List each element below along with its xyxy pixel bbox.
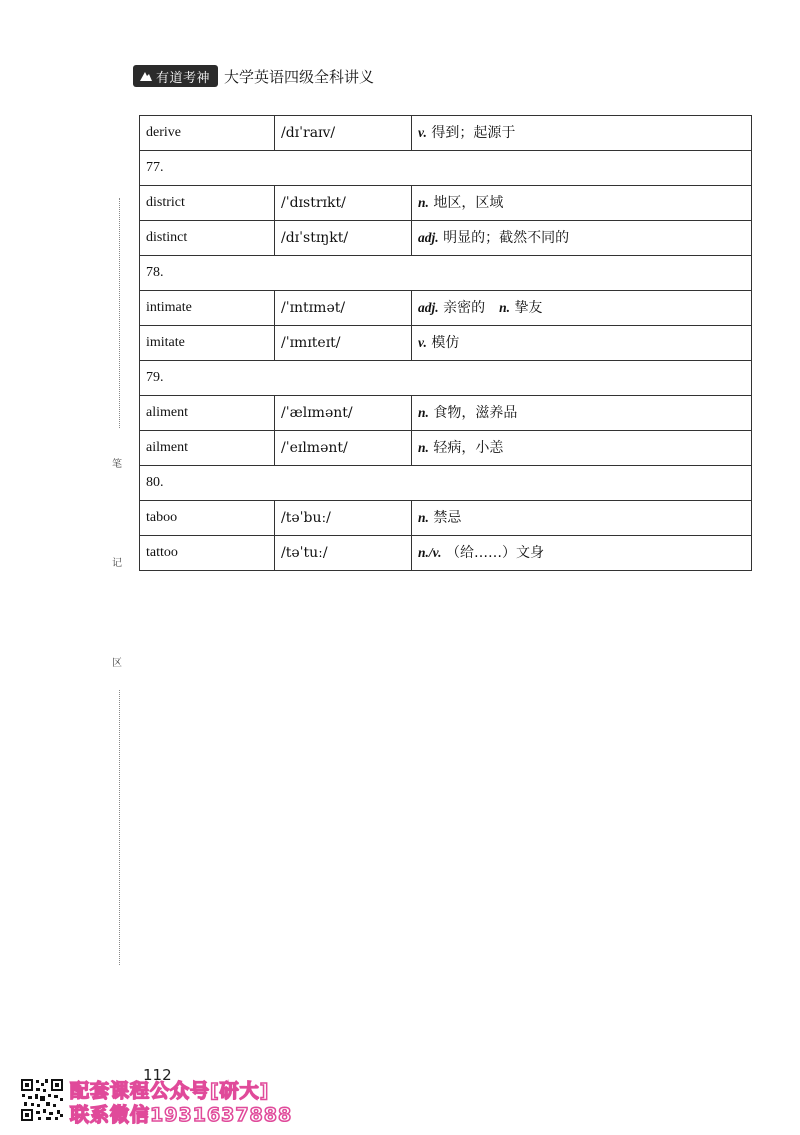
vocab-pronunciation: /ˈeɪlmənt/ bbox=[275, 431, 412, 466]
part-of-speech: adj. bbox=[418, 300, 439, 315]
vocab-meaning bbox=[412, 221, 752, 256]
brand-name: 有道考神 bbox=[156, 70, 211, 86]
definition-text: 得到；起源于 bbox=[431, 125, 516, 141]
vocab-row bbox=[140, 116, 752, 151]
mountain-icon bbox=[139, 69, 153, 83]
part-of-speech: n. bbox=[418, 195, 429, 210]
group-number-row bbox=[140, 256, 752, 291]
book-title: 大学英语四级全科讲义 bbox=[224, 67, 375, 86]
definition-text: 模仿 bbox=[431, 335, 460, 351]
note-area-line-top bbox=[119, 198, 120, 428]
vocab-pronunciation: /ˈdɪstrɪkt/ bbox=[275, 186, 412, 221]
definition-text: 挚友 bbox=[514, 300, 543, 316]
vocab-meaning bbox=[412, 291, 752, 326]
page-header bbox=[133, 64, 374, 88]
definition-text: （给……）文身 bbox=[445, 545, 544, 561]
promo-line-1: 配套课程公众号[研大] bbox=[70, 1080, 270, 1102]
group-number: 80. bbox=[140, 466, 752, 501]
brand-logo bbox=[133, 65, 218, 87]
group-number: 77. bbox=[140, 151, 752, 186]
qr-code-icon bbox=[20, 1078, 64, 1122]
part-of-speech: v. bbox=[418, 125, 427, 140]
vocab-pronunciation: /dɪˈstɪŋkt/ bbox=[275, 221, 412, 256]
vocab-meaning bbox=[412, 536, 752, 571]
vocab-word: distinct bbox=[140, 221, 275, 256]
note-area-line-bottom bbox=[119, 690, 120, 965]
vocab-word: tattoo bbox=[140, 536, 275, 571]
part-of-speech: n. bbox=[418, 405, 429, 420]
vocab-meaning bbox=[412, 326, 752, 361]
vocab-meaning bbox=[412, 186, 752, 221]
vocab-pronunciation: /dɪˈraɪv/ bbox=[275, 116, 412, 151]
note-area-char-2: 记 bbox=[112, 558, 122, 569]
vocab-word: imitate bbox=[140, 326, 275, 361]
vocab-row bbox=[140, 221, 752, 256]
part-of-speech: n./v. bbox=[418, 545, 442, 560]
group-number: 78. bbox=[140, 256, 752, 291]
vocab-meaning bbox=[412, 396, 752, 431]
group-number: 79. bbox=[140, 361, 752, 396]
definition-text: 亲密的 bbox=[443, 300, 486, 316]
vocab-word: derive bbox=[140, 116, 275, 151]
vocab-row bbox=[140, 431, 752, 466]
note-area-char-1: 笔 bbox=[112, 459, 122, 470]
part-of-speech: n. bbox=[418, 440, 429, 455]
definition-text: 明显的；截然不同的 bbox=[443, 230, 570, 246]
page-number: 112 bbox=[143, 1066, 172, 1084]
part-of-speech: n. bbox=[499, 300, 510, 315]
vocab-row bbox=[140, 326, 752, 361]
definition-text: 轻病，小恙 bbox=[433, 440, 504, 456]
vocab-row bbox=[140, 536, 752, 571]
part-of-speech: adj. bbox=[418, 230, 439, 245]
definition-text: 地区，区域 bbox=[433, 195, 504, 211]
vocab-word: district bbox=[140, 186, 275, 221]
part-of-speech: n. bbox=[418, 510, 429, 525]
vocab-row bbox=[140, 501, 752, 536]
promo-line-2: 联系微信1931637888 bbox=[70, 1104, 293, 1126]
vocab-word: intimate bbox=[140, 291, 275, 326]
group-number-row bbox=[140, 151, 752, 186]
part-of-speech: v. bbox=[418, 335, 427, 350]
definition-text: 食物，滋养品 bbox=[433, 405, 518, 421]
vocabulary-table bbox=[139, 115, 752, 571]
note-area-char-3: 区 bbox=[112, 658, 122, 669]
group-number-row bbox=[140, 361, 752, 396]
vocab-row bbox=[140, 396, 752, 431]
vocab-word: ailment bbox=[140, 431, 275, 466]
vocab-pronunciation: /ˈɪntɪmət/ bbox=[275, 291, 412, 326]
vocab-pronunciation: /ˈɪmɪteɪt/ bbox=[275, 326, 412, 361]
group-number-row bbox=[140, 466, 752, 501]
vocab-row bbox=[140, 186, 752, 221]
vocab-meaning bbox=[412, 431, 752, 466]
vocab-meaning bbox=[412, 116, 752, 151]
vocab-pronunciation: /təˈtuː/ bbox=[275, 536, 412, 571]
vocab-meaning bbox=[412, 501, 752, 536]
definition-text: 禁忌 bbox=[433, 510, 462, 526]
vocab-row bbox=[140, 291, 752, 326]
vocab-pronunciation: /təˈbuː/ bbox=[275, 501, 412, 536]
vocab-word: taboo bbox=[140, 501, 275, 536]
vocab-pronunciation: /ˈælɪmənt/ bbox=[275, 396, 412, 431]
vocab-word: aliment bbox=[140, 396, 275, 431]
